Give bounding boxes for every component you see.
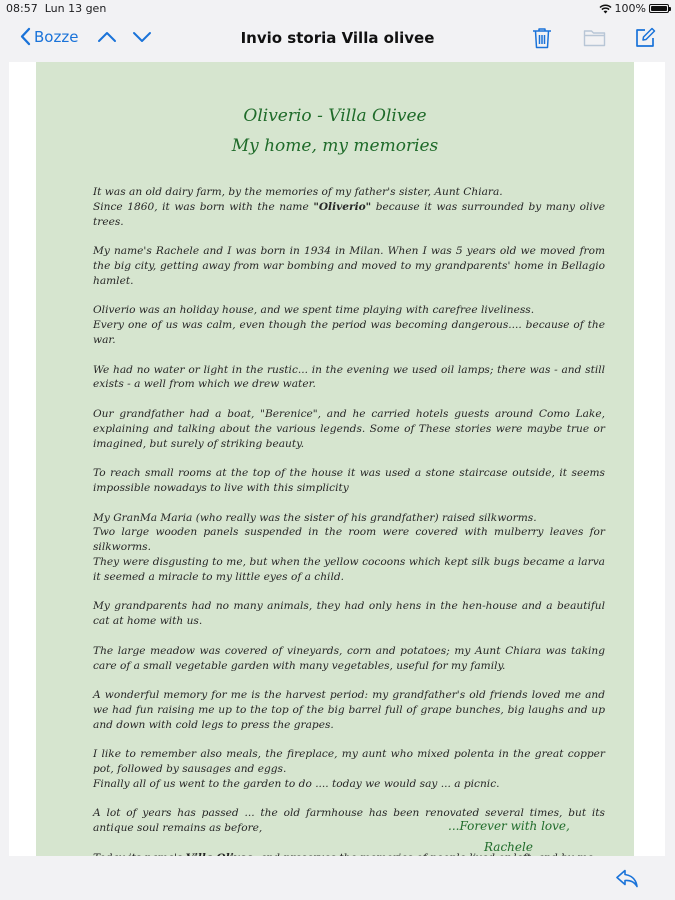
story-paragraph: [93, 511, 605, 585]
folder-icon: [583, 27, 606, 47]
paragraph-line: Two large wooden panels suspended in the room were covered with mulberry leaves for silkworms.: [93, 526, 605, 554]
story-subtitle: My home, my memories: [231, 136, 439, 156]
status-time: [6, 2, 106, 15]
compose-icon: [635, 27, 656, 48]
battery-fill: [651, 6, 667, 11]
story-paragraph: My name's Rachele and I was born in 1934 in Milan. When I was 5 years old we moved from the big city, getting away from war bombing and moved to my grandparents' home in Bellagio hamlet.: [93, 245, 605, 287]
wifi-icon: [599, 4, 612, 14]
story-paragraph: [93, 747, 605, 791]
battery-icon: [649, 4, 669, 13]
reply-button[interactable]: [615, 868, 639, 892]
paragraph-line: Every one of us was calm, even though the period was becoming dangerous.... because of the war.: [93, 319, 605, 346]
paragraph-line: Finally all of us went to the garden to do .... today we would say ... a picnic.: [93, 777, 500, 790]
paragraph-line: Oliverio was an holiday house, and we spent time playing with carefree liveliness.: [93, 304, 535, 317]
paragraph-line: My GranMa Maria (who really was the sister of his grandfather) raised silkworms.: [93, 511, 537, 524]
signature-name: Rachele: [484, 840, 533, 854]
battery-percent: 100%: [614, 2, 646, 15]
status-right: [599, 2, 669, 15]
story-paragraph: A wonderful memory for me is the harvest period: my grandfather's old friends loved me and we had fun raising me up to the top of the big barrel full of grape bunches, big laughs and up and down with cold legs to press the grapes.: [93, 689, 605, 731]
back-button[interactable]: [20, 27, 78, 46]
paragraph-line: Since 1860, it was born with the name: [93, 200, 314, 213]
paragraph-line: They were disgusting to me, but when the yellow cocoons which kept silk bugs became a larva it seemed a miracle to my little eyes of a child.: [93, 555, 605, 583]
story-paragraph: [93, 303, 605, 347]
story-paragraph: The large meadow was covered of vineyards, corn and potatoes; my Aunt Chiara was taking care of a small vegetable garden with many vegetables, useful for my family.: [93, 644, 605, 672]
farm-name: "Oliverio": [313, 200, 372, 213]
back-label: Bozze: [34, 27, 79, 46]
story-paragraph: [93, 185, 605, 229]
bottom-toolbar: [0, 856, 675, 900]
story-body: [93, 185, 605, 880]
reply-icon: [615, 868, 639, 888]
page-title: Invio storia Villa olivee: [240, 29, 435, 47]
status-date: Lun 13 gen: [44, 2, 107, 15]
trash-button[interactable]: [532, 27, 552, 53]
story-paragraph: To reach small rooms at the top of the house it was used a stone staircase outside, it seems impossible nowadays to live with this simplicity: [93, 467, 605, 494]
story-paragraph: My grandparents had no many animals, they had only hens in the hen-house and a beautiful cat at home with us.: [93, 600, 605, 628]
chevron-up-icon: [97, 30, 117, 44]
story-page: [36, 62, 634, 856]
paragraph-line: It was an old dairy farm, by the memories of my father's sister, Aunt Chiara.: [93, 186, 503, 198]
signature-closing: ...Forever with love,: [448, 819, 570, 833]
nav-bar: [0, 18, 675, 60]
trash-icon: [532, 27, 552, 49]
chevron-down-icon: [132, 30, 152, 44]
previous-message-button[interactable]: [97, 29, 117, 48]
message-content: [9, 62, 665, 856]
story-title: Oliverio - Villa Olivee: [243, 106, 427, 126]
status-bar: [0, 0, 675, 18]
story-paragraph: A lot of years has passed ... the old farmhouse has been renovated several times, but its antique soul remains as before,: [93, 807, 605, 835]
story-paragraph: Our grandfather had a boat, "Berenice", and he carried hotels guests around Como Lake, explaining and talking about the various legends. Some of These stories were maybe true or imagined, but surely of striking beauty.: [93, 407, 605, 450]
paragraph-line: because it was surrounded by many olive trees.: [93, 200, 605, 228]
chevron-left-icon: [20, 27, 31, 46]
move-to-folder-button[interactable]: [583, 27, 606, 51]
paragraph-line: I like to remember also meals, the fireplace, my aunt who mixed polenta in the great copper pot, followed by sausages and eggs.: [93, 748, 605, 776]
next-message-button[interactable]: [132, 29, 152, 48]
story-paragraph: We had no water or light in the rustic... in the evening we used oil lamps; there was - and still exists - a well from which we drew water.: [93, 363, 605, 391]
compose-button[interactable]: [635, 27, 656, 52]
status-clock: 08:57: [6, 2, 38, 15]
